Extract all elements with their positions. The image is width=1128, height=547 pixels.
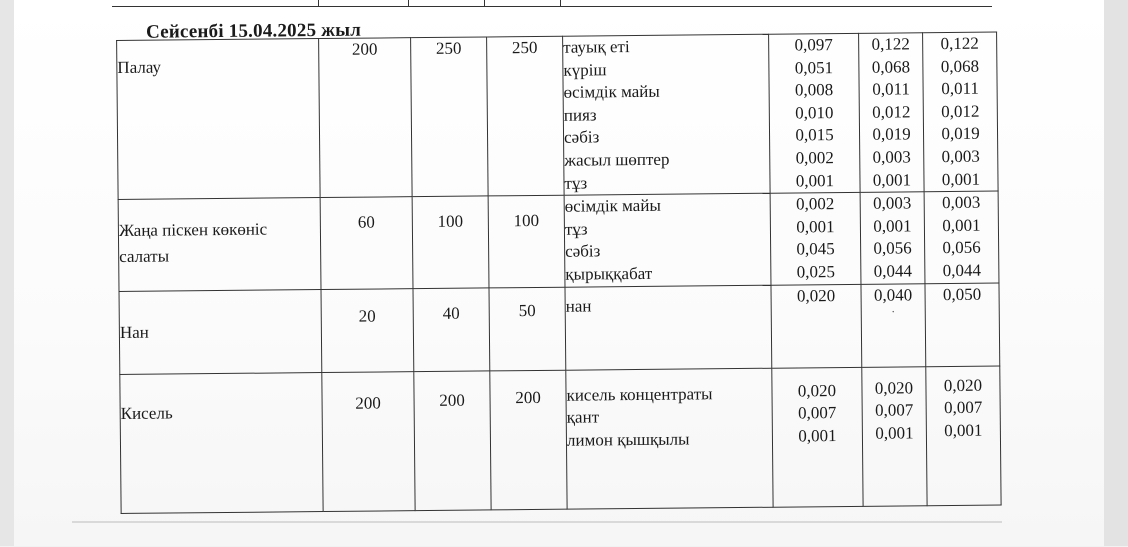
ingredient-name: кисель концентраты bbox=[566, 383, 713, 405]
ingredient-name: лимон қышқылы bbox=[566, 429, 690, 450]
amount-value: 0,011 bbox=[941, 78, 980, 99]
table-row bbox=[119, 283, 1000, 374]
amount-value: 0,001 bbox=[872, 169, 912, 190]
portion-value: 100 bbox=[488, 195, 565, 287]
amount-value: 0,012 bbox=[941, 101, 980, 121]
ingredient-list bbox=[566, 368, 773, 509]
amount-value: 0,001 bbox=[873, 216, 912, 236]
ingredient-name: сәбіз bbox=[565, 241, 601, 262]
amount-value: 0,068 bbox=[871, 56, 911, 77]
amount-value: 0,011 bbox=[872, 79, 911, 99]
amount-value: 0,020 bbox=[796, 285, 836, 306]
amount-value: 0,002 bbox=[795, 194, 835, 214]
menu-table bbox=[116, 32, 1002, 514]
amount-value: 0,019 bbox=[941, 124, 980, 144]
amount-column bbox=[924, 191, 999, 283]
portion-value: 200 bbox=[490, 370, 567, 510]
amount-value: 0,025 bbox=[796, 262, 836, 282]
ingredient-name: тауық еті bbox=[563, 37, 630, 57]
amount-value: 0,122 bbox=[871, 34, 910, 54]
ingredient-name: нан bbox=[565, 295, 592, 316]
amount-column bbox=[923, 32, 999, 192]
ingredient-name: тұз bbox=[564, 219, 588, 239]
ingredient-list bbox=[565, 285, 772, 370]
amount-column bbox=[861, 283, 926, 367]
amount-value: 0,001 bbox=[795, 170, 835, 191]
amount-value: 0,044 bbox=[942, 260, 982, 281]
amount-value: 0,050 bbox=[942, 284, 982, 304]
portion-value: 60 bbox=[320, 197, 413, 289]
ink-speck: · bbox=[891, 304, 896, 319]
amount-value: 0,003 bbox=[872, 147, 911, 167]
ingredient-name: өсімдік майы bbox=[563, 81, 660, 102]
amount-column bbox=[770, 193, 861, 285]
ingredient-name: қант bbox=[566, 407, 600, 427]
portion-value: 200 bbox=[322, 371, 415, 511]
amount-value: 0,008 bbox=[794, 80, 834, 100]
amount-value: 0,056 bbox=[942, 238, 981, 258]
table-row bbox=[117, 32, 998, 200]
amount-value: 0,007 bbox=[797, 403, 837, 423]
portion-value: 40 bbox=[413, 287, 490, 371]
day-title: Сейсенбі 15.04.2025 жыл bbox=[145, 19, 362, 43]
table-row bbox=[120, 366, 1001, 513]
dish-name: Нан bbox=[119, 289, 322, 374]
amount-value: 0,122 bbox=[940, 33, 979, 54]
amount-value: 0,019 bbox=[872, 124, 911, 145]
amount-value: 0,097 bbox=[794, 35, 833, 55]
amount-value: 0,001 bbox=[875, 423, 914, 443]
amount-value: 0,001 bbox=[796, 216, 835, 237]
dish-name: Жаңа піскен көкөніс салаты bbox=[118, 198, 321, 291]
ingredient-name: сәбіз bbox=[563, 127, 600, 148]
ingredient-name: өсімдік майы bbox=[564, 195, 661, 216]
table-row bbox=[118, 191, 999, 291]
amount-value: 0,056 bbox=[873, 238, 912, 259]
portion-value: 250 bbox=[487, 36, 565, 196]
amount-value: 0,051 bbox=[794, 57, 834, 78]
amount-column bbox=[860, 192, 925, 284]
ingredient-name: тұз bbox=[564, 173, 588, 193]
amount-column bbox=[925, 283, 1000, 367]
portion-value: 200 bbox=[319, 38, 413, 198]
amount-value: 0,020 bbox=[797, 380, 837, 401]
amount-value: 0,045 bbox=[796, 239, 835, 259]
dish-name: Палау bbox=[117, 39, 321, 200]
amount-value: 0,003 bbox=[941, 146, 980, 167]
amount-column bbox=[769, 33, 861, 193]
amount-value: 0,003 bbox=[941, 192, 981, 213]
amount-value: 0,007 bbox=[943, 397, 983, 418]
amount-value: 0,003 bbox=[872, 193, 912, 213]
ingredient-list bbox=[563, 34, 771, 195]
amount-value: 0,015 bbox=[795, 125, 834, 145]
amount-value: 0,040 bbox=[873, 284, 913, 305]
portion-value: 50 bbox=[489, 287, 566, 371]
portion-value: 100 bbox=[412, 196, 489, 288]
amount-value: 0,020 bbox=[874, 377, 914, 398]
amount-column bbox=[862, 366, 927, 506]
ingredient-name: пияз bbox=[563, 105, 597, 125]
amount-value: 0,001 bbox=[942, 215, 981, 235]
portion-value: 250 bbox=[411, 37, 489, 197]
dish-name: Кисель bbox=[120, 372, 323, 513]
portion-value: 20 bbox=[321, 288, 414, 372]
amount-value: 0,010 bbox=[795, 102, 834, 123]
amount-column bbox=[771, 284, 862, 368]
ingredient-name: қырыққабат bbox=[565, 263, 653, 284]
amount-value: 0,044 bbox=[873, 261, 913, 281]
amount-value: 0,001 bbox=[941, 169, 981, 189]
ingredient-name: жасыл шөптер bbox=[564, 149, 670, 170]
ingredient-list bbox=[564, 193, 771, 286]
ingredient-name: күріш bbox=[563, 59, 607, 80]
amount-value: 0,001 bbox=[798, 425, 837, 446]
amount-column bbox=[859, 33, 925, 193]
amount-value: 0,002 bbox=[795, 148, 834, 168]
amount-value: 0,012 bbox=[872, 102, 911, 122]
amount-column bbox=[926, 366, 1001, 506]
portion-value: 200 bbox=[414, 370, 491, 510]
amount-value: 0,007 bbox=[874, 400, 914, 420]
amount-value: 0,068 bbox=[940, 56, 980, 76]
amount-value: 0,020 bbox=[943, 375, 983, 395]
amount-value: 0,001 bbox=[944, 420, 983, 440]
amount-column bbox=[772, 367, 863, 507]
